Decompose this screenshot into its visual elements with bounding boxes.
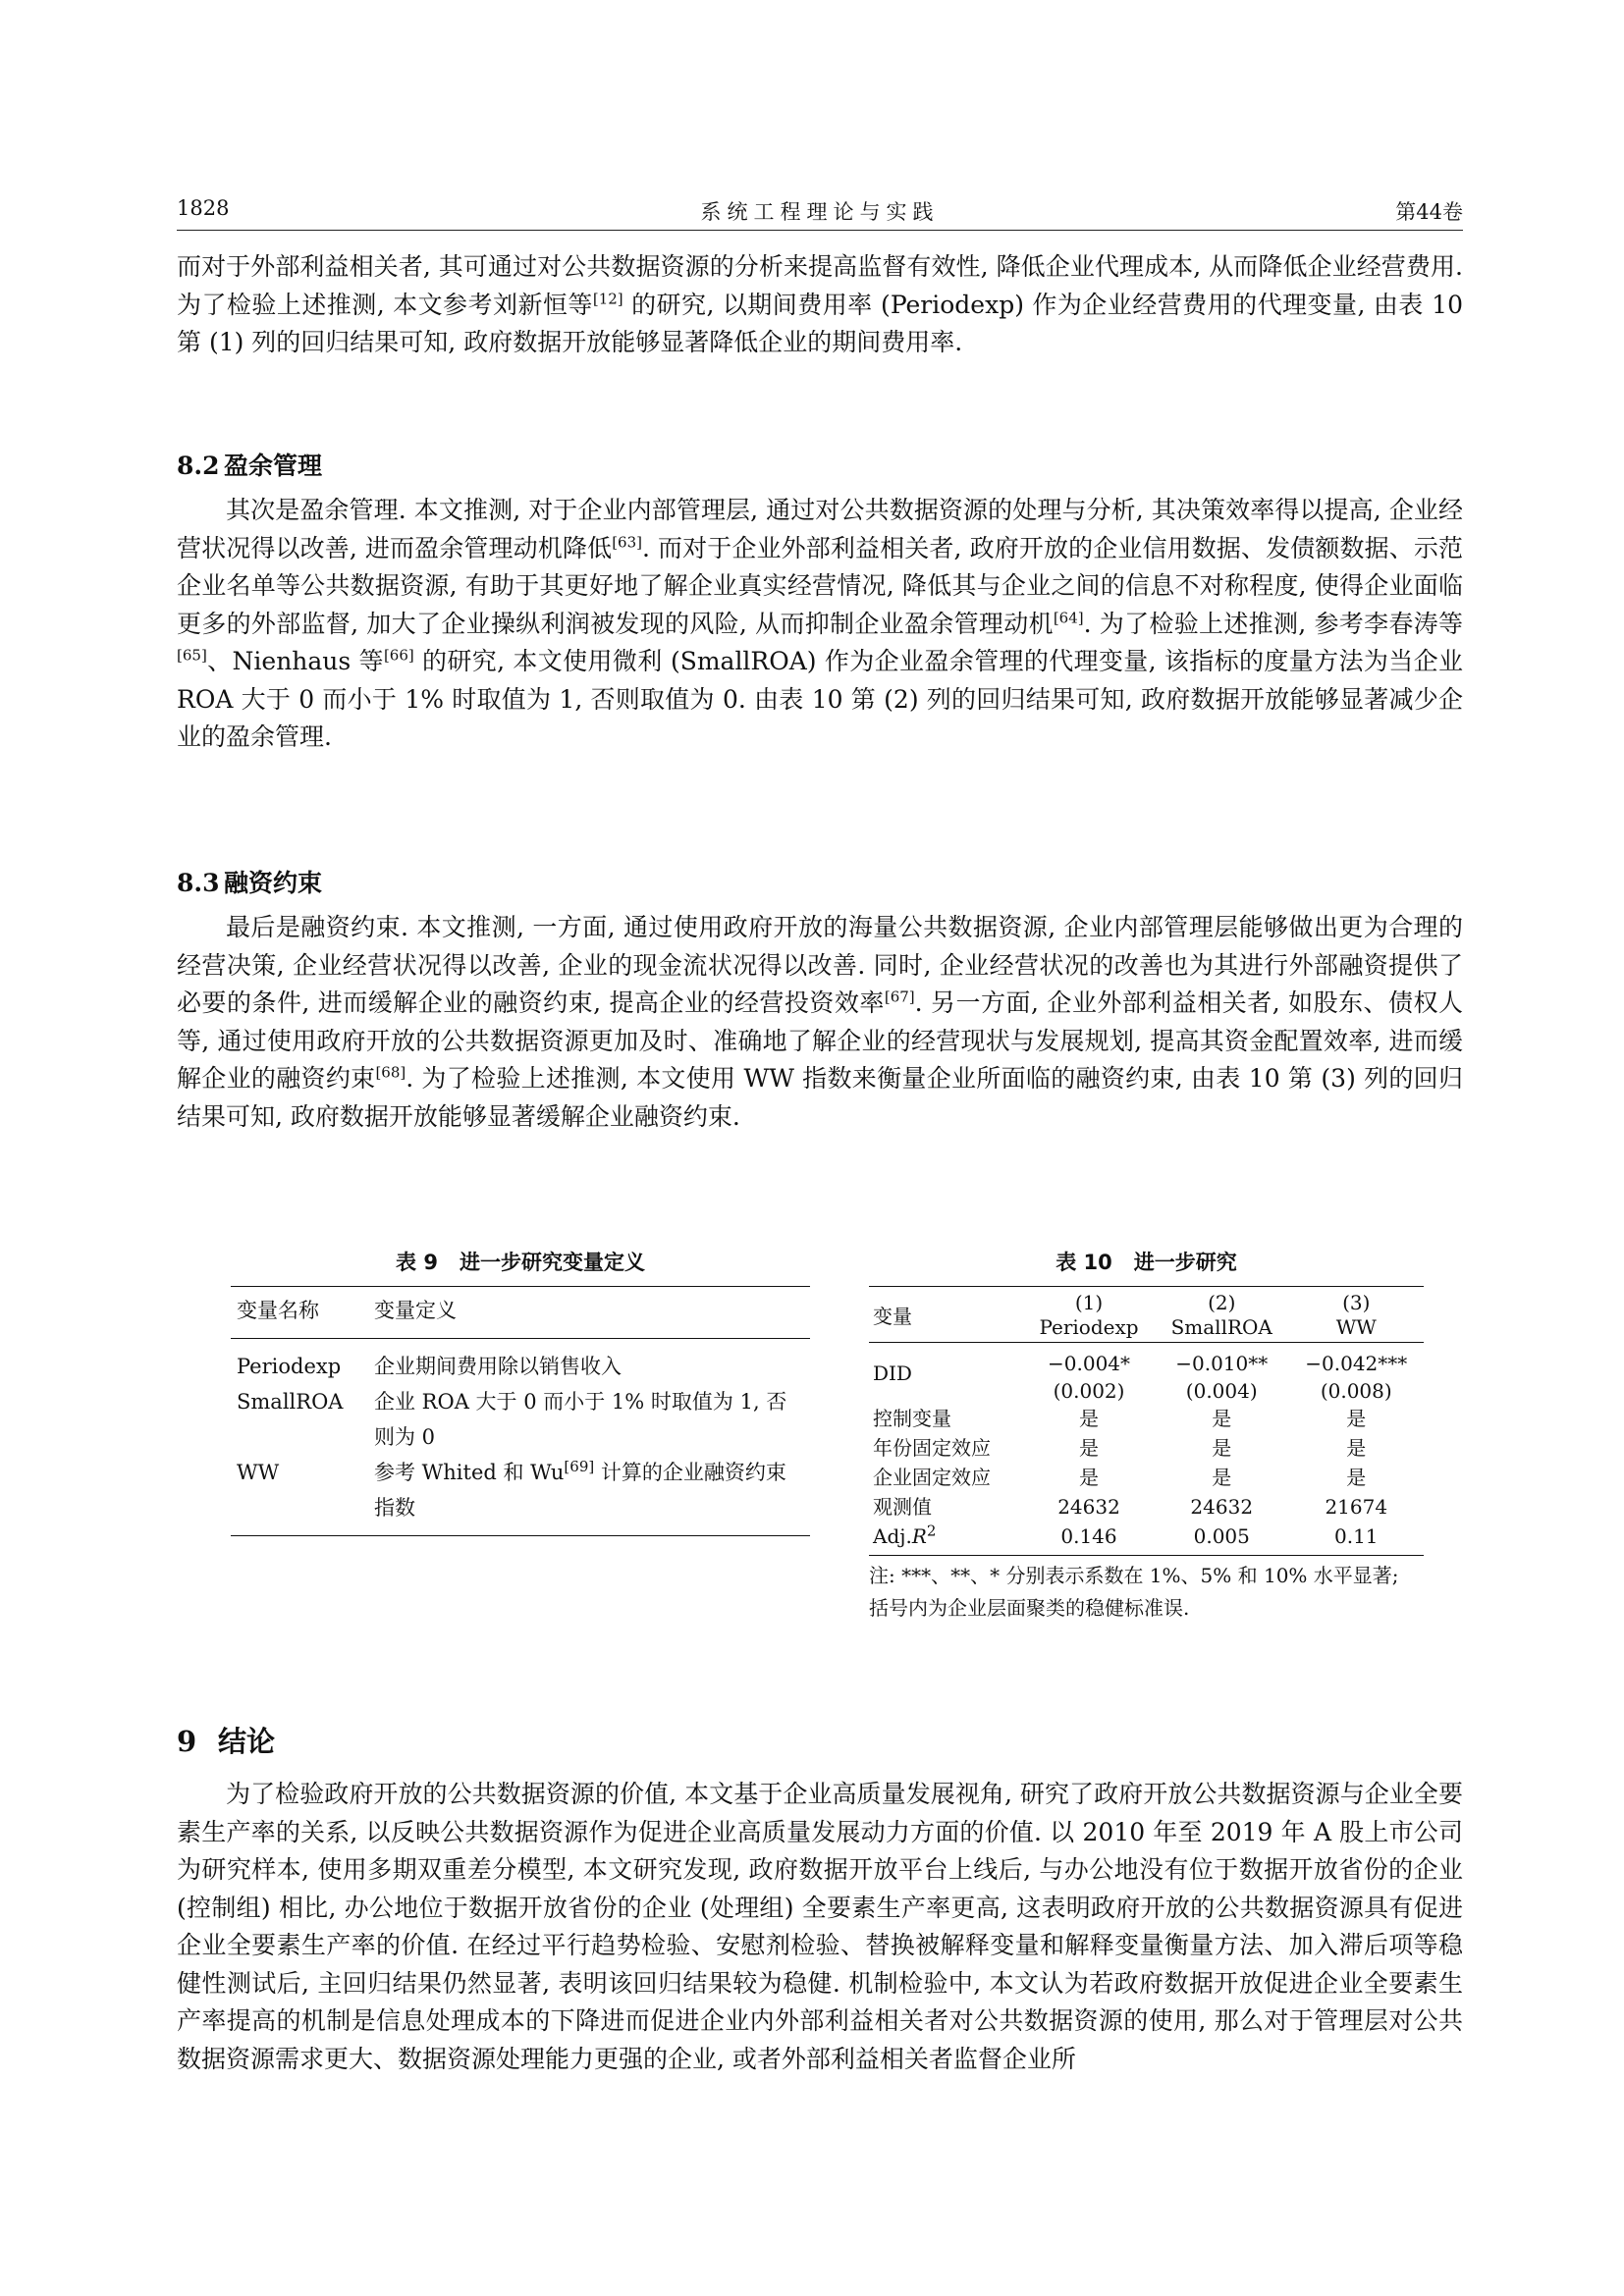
citation[interactable]: [69] (564, 1458, 595, 1475)
column-header: 变量名称 (231, 1287, 368, 1339)
intro-paragraph: 而对于外部利益相关者, 其可通过对公共数据资源的分析来提高监督有效性, 降低企业代理成本, 从而降低企业经营费用. 为了检验上述推测, 本文参考刘新恒等[12] 的研究, 以期间费用率 (Periodexp) 作为企业经营费用的代理变量, 由表 10 第 (1) 列的回归结果可知, 政府数据开放能够显著降低企业的期间费用率. (177, 252, 1463, 356)
table-row: 控制变量 是 是 是 (873, 1407, 1367, 1430)
section-heading: 9 结论 (177, 1725, 276, 1758)
conclusion-paragraph: 为了检验政府开放的公共数据资源的价值, 本文基于企业高质量发展视角, 研究了政府开放公共数据资源与企业全要素生产率的关系, 以反映公共数据资源作为促进企业高质量发展动力方面的价值. 以 2010 年至 2019 年 A 股上市公司为研究样本, 使用多期双重差分模型, 本文研究发现, 政府数据开放平台上线后, 与办公地没有位于数据开放省份的企业 (控制组) 相比, 办公地位于数据开放省份的企业 (处理组) 全要素生产率更高, 这表明政府开放的公共数据资源具有促进企业全要素生产率的价值. 在经过平行趋势检验、安慰剂检验、替换被解释变量和解释变量衡量方法、加入滞后项等稳健性测试后, 主回归结果仍然显著, 表明该回归结果较为稳健. 机制检验中, 本文认为若政府数据开放促进企业全要素生产率提高的机制是信息处理成本的下降进而促进企业内外部利益相关者对公共数据资源的使用, 那么对于管理层对公共数据资源需求更大、数据资源处理能力更强的企业, 或者外部利益相关者监督企业所 (177, 1780, 1463, 2073)
column-header: SmallROA (1155, 1314, 1289, 1343)
intro-block (177, 248, 1463, 362)
section-8-3-paragraph: 最后是融资约束. 本文推测, 一方面, 通过使用政府开放的海量公共数据资源, 企业内部管理层能够做出更为合理的经营决策, 企业经营状况得以改善, 企业的现金流状况得以改善. 同时, 企业经营状况的改善也为其进行外部融资提供了必要的条件, 进而缓解企业的融资约束, 提高企业的经营投资效率[67]. 另一方面, 企业外部利益相关者, 如股东、债权人等, 通过使用政府开放的公共数据资源更加及时、准确地了解企业的经营现状与发展规划, 提高其资金配置效率, 进而缓解企业的融资约束[68]. 为了检验上述推测, 本文使用 WW 指数来衡量企业所面临的融资约束, 由表 10 第 (3) 列的回归结果可知, 政府数据开放能够显著缓解企业融资约束. (177, 913, 1464, 1131)
column-header: WW (1289, 1314, 1424, 1343)
section-8-2 (177, 447, 1463, 757)
column-header: 变量 (869, 1287, 1023, 1343)
section-9 (177, 1720, 1463, 2078)
citation[interactable]: [12] (592, 290, 623, 308)
citation[interactable]: [65] (177, 646, 207, 665)
table-row: DID −0.004* −0.010** −0.042*** (873, 1352, 1408, 1385)
journal-name: 系统工程理论与实践 (700, 200, 940, 224)
section-8-3 (177, 864, 1463, 1136)
table-note: 注: ***、**、* 分别表示系数在 1%、5% 和 10% 水平显著; 括号内为企业层面聚类的稳健标准误. (869, 1564, 1399, 1620)
table-row: Periodexp 企业期间费用除以销售收入 (237, 1355, 622, 1378)
citation[interactable]: [64] (1053, 609, 1084, 627)
table-row: 企业固定效应 是 是 是 (873, 1466, 1367, 1489)
table-row: 观测值 24632 24632 21674 (873, 1495, 1388, 1519)
citation[interactable]: [67] (884, 988, 915, 1006)
volume-label: 第44卷 (1395, 200, 1463, 224)
section-heading: 8.3 融资约束 (177, 869, 323, 897)
citation[interactable]: [66] (383, 646, 414, 665)
table-10 (869, 1247, 1424, 1625)
table-9 (231, 1247, 810, 1536)
section-heading: 8.2 盈余管理 (177, 452, 323, 480)
table-row: 年份固定效应 是 是 是 (873, 1436, 1367, 1460)
table-caption: 表 9 进一步研究变量定义 (396, 1251, 645, 1274)
table-row: SmallROA 企业 ROA 大于 0 而小于 1% 时取值为 1, 否则为 0 (237, 1390, 787, 1449)
table-caption: 表 10 进一步研究 (1056, 1251, 1237, 1274)
table-row: $Adj.R^2$ 0.146 0.005 0.11 (869, 1522, 1424, 1556)
page-number: 1828 (177, 196, 230, 220)
column-header: Periodexp (1023, 1314, 1155, 1343)
table-row: WW 参考 Whited 和 Wu[69] 计算的企业融资约束指数 (237, 1458, 786, 1520)
citation[interactable]: [63] (612, 533, 642, 552)
section-8-2-paragraph: 其次是盈余管理. 本文推测, 对于企业内部管理层, 通过对公共数据资源的处理与分析, 其决策效率得以提高, 企业经营状况得以改善, 进而盈余管理动机降低[63]. 而对于企业外部利益相关者, 政府开放的企业信用数据、发债额数据、示范企业名单等公共数据资源, 有助于其更好地了解企业真实经营情况, 降低其与企业之间的信息不对称程度, 使得企业面临更多的外部监督, 加大了企业操纵利润被发现的风险, 从而抑制企业盈余管理动机[64]. 为了检验上述推测, 参考李春涛等[65]、Nienhaus 等[66] 的研究, 本文使用微利 (SmallROA) 作为企业盈余管理的代理变量, 该指标的度量方法为当企业 ROA 大于 0 而小于 1% 时取值为 1, 否则取值为 0. 由表 10 第 (2) 列的回归结果可知, 政府数据开放能够显著减少企业的盈余管理. (177, 496, 1463, 751)
further-research-table: 变量 (1) (2) (3) Periodexp SmallROA WW DID −0.004* −0.010** −0.042*** (0.002) (0.004) (0.008) 控制变量 是 是 是 年份固定效应 是 是 是 企业固定效应 是 是 是 观测值 24632 24632 21674 $Adj.R^2$ 0.146 0.005 0.11 (869, 1286, 1424, 1556)
table-row: (0.002) (0.004) (0.008) (1053, 1379, 1392, 1403)
citation[interactable]: [68] (375, 1063, 406, 1082)
column-header: 变量定义 (368, 1287, 810, 1339)
running-header (177, 196, 1463, 231)
variable-definition-table (231, 1286, 810, 1536)
